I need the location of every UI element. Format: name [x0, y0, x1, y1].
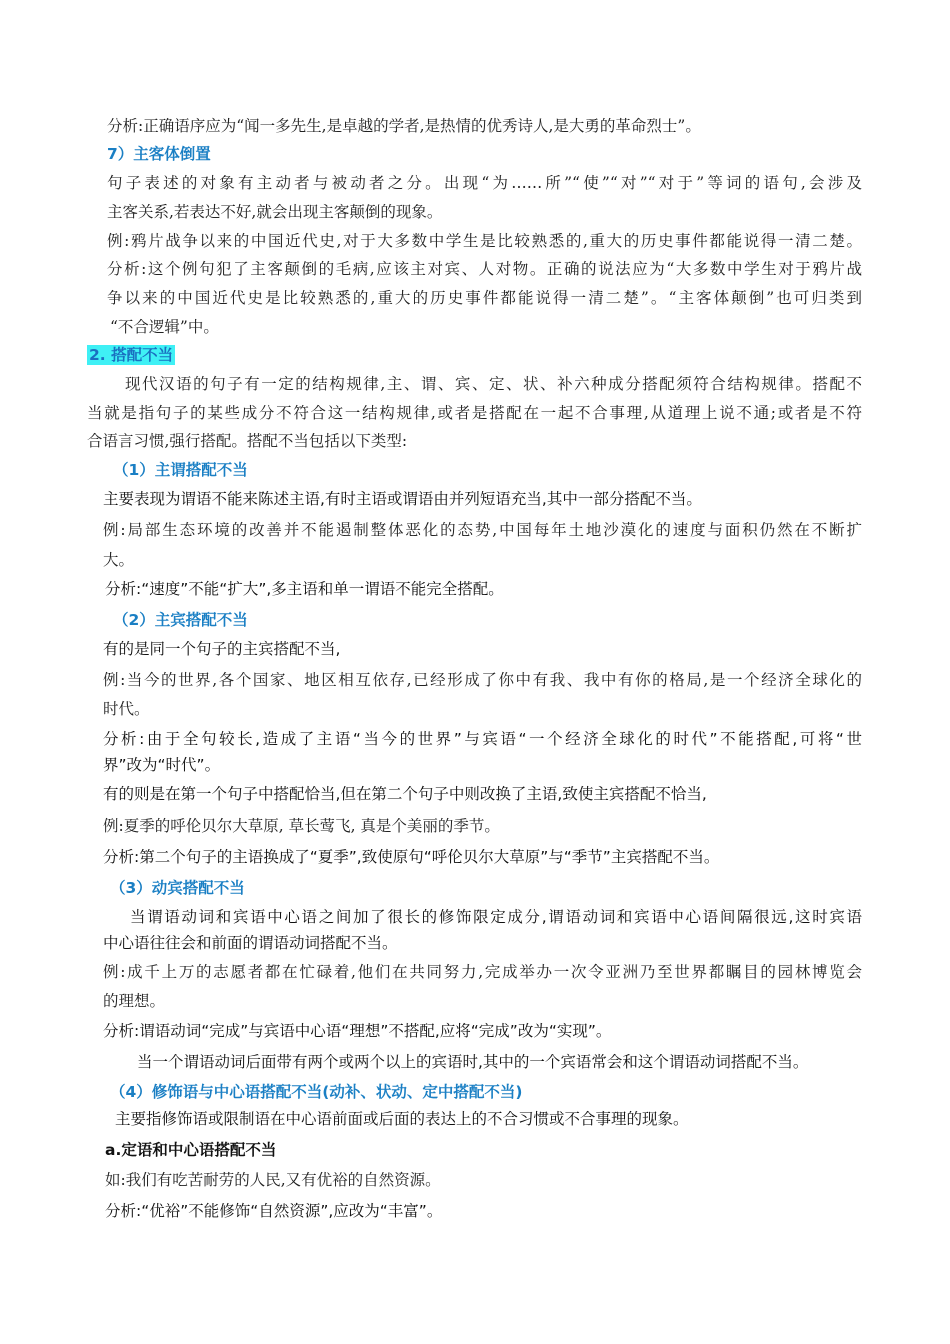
paragraph-line: 现代汉语的句子有一定的结构规律,主、谓、宾、定、状、补六种成分搭配须符合结构规律。搭配不 [125, 375, 862, 393]
sub-heading: a.定语和中心语搭配不当 [105, 1141, 277, 1159]
analysis-text: 分析:谓语动词“完成”与宾语中心语“理想”不搭配,应将“完成”改为“实现”。 [103, 1022, 612, 1040]
section-heading-highlighted: 2. 搭配不当 [89, 346, 174, 364]
paragraph-line: 有的是同一个句子的主宾搭配不当, [103, 640, 341, 658]
section-heading: 7）主客体倒置 [107, 145, 211, 163]
example-text: 大。 [103, 551, 135, 569]
paragraph-line: 当就是指句子的某些成分不符合这一结构规律,或者是搭配在一起不合事理,从道理上说不通;或者是不符 [87, 404, 862, 422]
example-text: 例:鸦片战争以来的中国近代史,对于大多数中学生是比较熟悉的,重大的历史事件都能说得一清二楚。 [107, 232, 862, 250]
analysis-text: 分析:第二个句子的主语换成了“夏季”,致使原句“呼伦贝尔大草原”与“季节”主宾搭配不当。 [103, 848, 720, 866]
analysis-text: 分析:“优裕”不能修饰“自然资源”,应改为“丰富”。 [105, 1202, 443, 1220]
example-text: 的理想。 [103, 992, 166, 1010]
subsection-heading: （2）主宾搭配不当 [113, 611, 248, 629]
paragraph-line: 有的则是在第一个句子中搭配恰当,但在第二个句子中则改换了主语,致使主宾搭配不恰当, [103, 785, 707, 803]
paragraph-line: 合语言习惯,强行搭配。搭配不当包括以下类型: [87, 432, 408, 450]
analysis-text: 分析:由于全句较长,造成了主语“当今的世界”与宾语“一个经济全球化的时代”不能搭配,可将“世 [103, 730, 862, 748]
example-text: 如:我们有吃苦耐劳的人民,又有优裕的自然资源。 [105, 1171, 441, 1189]
subsection-heading: （4）修饰语与中心语搭配不当(动补、状动、定中搭配不当) [110, 1083, 523, 1101]
paragraph-line: 当一个谓语动词后面带有两个或两个以上的宾语时,其中的一个宾语常会和这个谓语动词搭配不当。 [137, 1053, 809, 1071]
paragraph-line: 主要指修饰语或限制语在中心语前面或后面的表达上的不合习惯或不合事理的现象。 [115, 1110, 689, 1128]
subsection-heading: （1）主谓搭配不当 [113, 461, 248, 479]
analysis-text: 分析:正确语序应为“闻一多先生,是卓越的学者,是热情的优秀诗人,是大勇的革命烈士”。 [107, 117, 701, 135]
subsection-heading: （3）动宾搭配不当 [110, 879, 245, 897]
paragraph-line: 主要表现为谓语不能来陈述主语,有时主语或谓语由并列短语充当,其中一部分搭配不当。 [103, 490, 702, 508]
example-text: 例:当今的世界,各个国家、地区相互依存,已经形成了你中有我、我中有你的格局,是一个经济全球化的 [103, 671, 862, 689]
analysis-text: 争以来的中国近代史是比较熟悉的,重大的历史事件都能说得一清二楚”。“主客体颠倒”也可归类到 [107, 289, 862, 307]
analysis-text: 分析:“速度”不能“扩大”,多主语和单一谓语不能完全搭配。 [105, 580, 504, 598]
analysis-text: 分析:这个例句犯了主客颠倒的毛病,应该主对宾、人对物。正确的说法应为“大多数中学生对于鸦片战 [107, 260, 862, 278]
paragraph-line: 句子表述的对象有主动者与被动者之分。出现“为……所”“使”“对”“对于”等词的语句,会涉及 [107, 174, 862, 192]
example-text: 例:夏季的呼伦贝尔大草原, 草长莺飞, 真是个美丽的季节。 [103, 817, 500, 835]
example-text: 例:成千上万的志愿者都在忙碌着,他们在共同努力,完成举办一次令亚洲乃至世界都瞩目的园林博览会 [103, 963, 862, 981]
analysis-text: 界”改为“时代”。 [103, 756, 221, 774]
paragraph-line: 中心语往往会和前面的谓语动词搭配不当。 [103, 934, 398, 952]
example-text: 例:局部生态环境的改善并不能遏制整体恶化的态势,中国每年土地沙漠化的速度与面积仍然在不断扩 [103, 521, 862, 539]
analysis-text: “不合逻辑”中。 [110, 318, 219, 336]
example-text: 时代。 [103, 700, 150, 718]
paragraph-line: 当谓语动词和宾语中心语之间加了很长的修饰限定成分,谓语动词和宾语中心语间隔很远,这时宾语 [130, 908, 862, 926]
paragraph-line: 主客关系,若表达不好,就会出现主客颠倒的现象。 [107, 203, 443, 221]
